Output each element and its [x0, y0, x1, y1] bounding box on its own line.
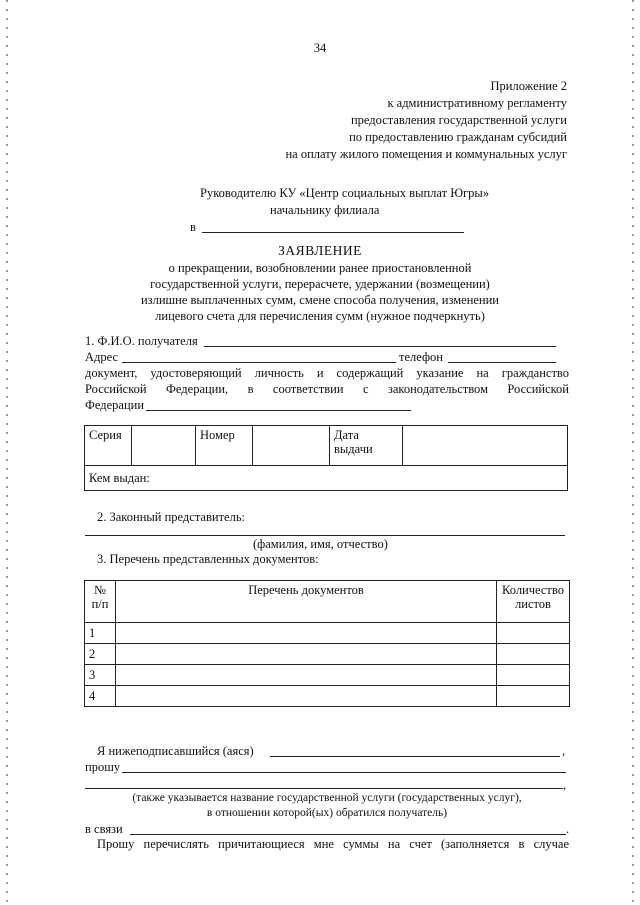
doc-text-line: документ, удостоверяющий личность и содержащий указание на гражданство: [85, 366, 569, 380]
date-header: [330, 426, 403, 466]
table-row: [85, 644, 570, 665]
row-number: 3: [85, 665, 116, 686]
addressee-line: начальнику филиала: [270, 203, 380, 217]
comma: ,: [563, 778, 567, 792]
phone-field[interactable]: [448, 362, 556, 363]
date-header-line: выдачи: [334, 442, 373, 456]
fio-field[interactable]: [204, 346, 556, 347]
appendix-line: предоставления государственной услуги: [350, 113, 567, 127]
num-header-line: п/п: [91, 597, 109, 611]
reason-label: в связи: [85, 822, 123, 836]
fio-hint: (фамилия, имя, отчество): [253, 537, 388, 551]
service-note-line: (также указывается название государственной услуги (государственных услуг),: [132, 792, 522, 804]
citizenship-doc-field[interactable]: [146, 410, 411, 411]
service-note-line: в отношении которой(ых) обратился получатель): [206, 807, 448, 819]
legal-representative-field[interactable]: [85, 535, 565, 536]
subtitle-line: излишне выплаченных сумм, смене способа получения, изменении: [140, 293, 500, 307]
num-header: [85, 581, 116, 623]
num-header-line: №: [94, 583, 106, 597]
date-header-line: Дата: [334, 428, 359, 442]
request-label: прошу: [85, 760, 121, 774]
docs-header: Перечень документов: [116, 581, 497, 623]
subtitle-line: государственной услуги, перерасчете, удержании (возмещении): [150, 277, 490, 291]
document-name-cell[interactable]: [116, 644, 497, 665]
issued-by-cell[interactable]: [85, 466, 568, 491]
documents-table: [84, 580, 570, 707]
document-title: ЗАЯВЛЕНИЕ: [278, 243, 362, 258]
count-header-line: Количество: [502, 583, 564, 597]
sheet-count-cell[interactable]: [497, 665, 570, 686]
count-header: [497, 581, 570, 623]
comma: ,: [562, 744, 566, 758]
period: .: [566, 822, 570, 836]
number-cell[interactable]: [253, 426, 330, 466]
issued-by-label: Кем выдан:: [89, 471, 150, 485]
sheet-count-cell[interactable]: [497, 623, 570, 644]
sheet-count-cell[interactable]: [497, 686, 570, 707]
page-number: 34: [313, 41, 327, 55]
table-row: [85, 686, 570, 707]
table-row: [85, 623, 570, 644]
phone-label: телефон: [399, 350, 443, 364]
address-label: Адрес: [85, 350, 119, 364]
appendix-line: на оплату жилого помещения и коммунальных услуг: [285, 147, 567, 161]
transfer-text: Прошу перечислять причитающиеся мне суммы на счет (заполняется в случае: [97, 837, 569, 851]
undersigned-label: Я нижеподписавшийся (аяся): [97, 744, 254, 758]
appendix-line: по предоставлению гражданам субсидий: [349, 130, 567, 144]
documents-list-label: 3. Перечень представленных документов:: [97, 552, 319, 566]
document-name-cell[interactable]: [116, 686, 497, 707]
right-scan-border: [632, 0, 634, 905]
date-cell[interactable]: [403, 426, 568, 466]
doc-text-line: Российской Федерации, в соответствии с законодательством Российской: [85, 382, 569, 396]
branch-field[interactable]: [202, 232, 464, 233]
series-cell[interactable]: [132, 426, 196, 466]
id-document-table: [84, 425, 568, 491]
document-name-cell[interactable]: [116, 623, 497, 644]
reason-field[interactable]: [130, 834, 566, 835]
legal-representative-label: 2. Законный представитель:: [97, 510, 245, 524]
address-field[interactable]: [122, 362, 396, 363]
addressee-prefix: в: [190, 220, 196, 234]
doc-text-line: Федерации: [85, 398, 145, 412]
left-scan-border: [6, 0, 8, 905]
sheet-count-cell[interactable]: [497, 644, 570, 665]
appendix-line: Приложение 2: [490, 79, 567, 93]
number-header: Номер: [196, 426, 253, 466]
subtitle-line: лицевого счета для перечисления сумм (нужное подчеркнуть): [155, 309, 485, 323]
row-number: 4: [85, 686, 116, 707]
document-name-cell[interactable]: [116, 665, 497, 686]
undersigned-field[interactable]: [270, 756, 560, 757]
addressee-line: Руководителю КУ «Центр социальных выплат Югры»: [200, 186, 490, 200]
request-field-continued[interactable]: [85, 788, 563, 789]
fio-label: 1. Ф.И.О. получателя: [85, 334, 198, 348]
row-number: 2: [85, 644, 116, 665]
table-row: [85, 665, 570, 686]
row-number: 1: [85, 623, 116, 644]
series-header: Серия: [85, 426, 132, 466]
appendix-line: к административному регламенту: [387, 96, 567, 110]
count-header-line: листов: [515, 597, 551, 611]
request-field[interactable]: [122, 772, 566, 773]
subtitle-line: о прекращении, возобновлении ранее приостановленной: [168, 261, 472, 275]
